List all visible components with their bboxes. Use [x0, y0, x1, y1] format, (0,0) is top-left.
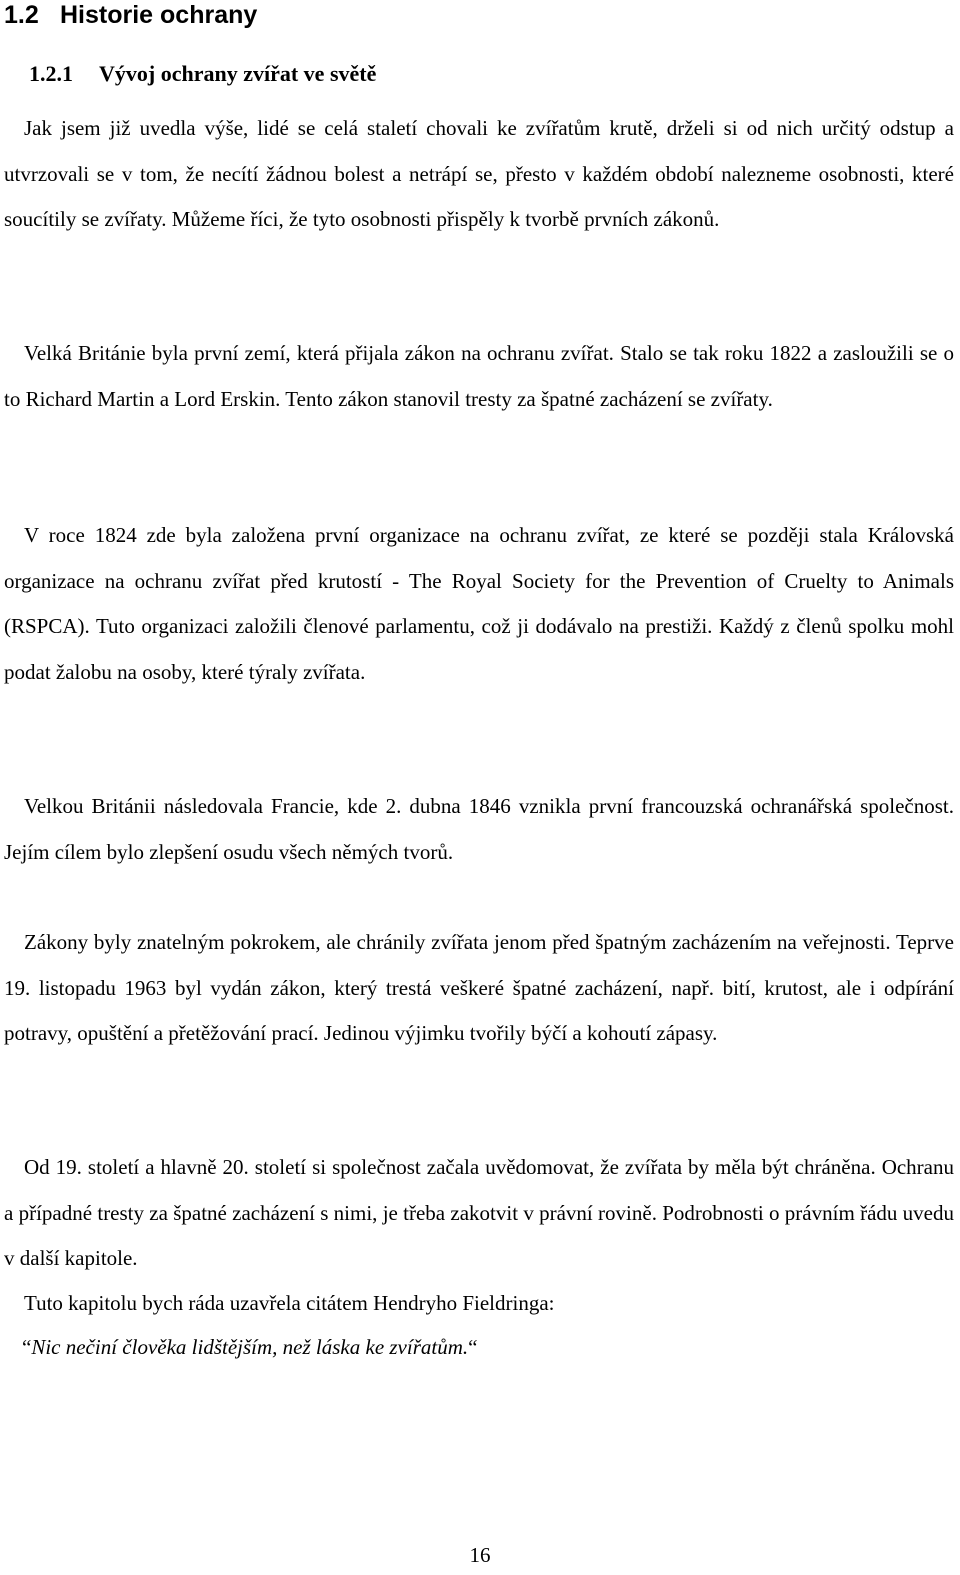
paragraph-france: Velkou Británii následovala Francie, kde 2. dubna 1846 vznikla první francouzská ochranářská společnost. Jejím cílem bylo zlepšení osudu všech němých tvorů. — [4, 794, 954, 864]
paragraph-intro: Jak jsem již uvedla výše, lidé se celá staletí chovali ke zvířatům krutě, drželi si od nich určitý odstup a utvrzovali se v tom, že necítí žádnou bolest a netrápí se, přesto v každém období nalezneme osobnosti, které soucítily se zvířaty. Můžeme říci, že tyto osobnosti přispěly k tvorbě prvních zákonů. — [4, 116, 954, 231]
section-heading — [4, 0, 257, 32]
subsection-title: Vývoj ochrany zvířat ve světě — [99, 61, 377, 86]
section-title: Historie ochrany — [60, 1, 258, 29]
paragraph-20th-century: Od 19. století a hlavně 20. století si společnost začala uvědomovat, že zvířata by měla být chráněna. Ochranu a případné tresty za špatné zacházení s nimi, je třeba zakotvit v právní rovině. Podrobnosti o právním řádu uvedu v další kapitole. — [4, 1155, 954, 1270]
paragraph-quote-intro: Tuto kapitolu bych ráda uzavřela citátem Hendryho Fieldringa: — [24, 1291, 555, 1315]
paragraph-rspca: V roce 1824 zde byla založena první organizace na ochranu zvířat, ze které se později stala Královská organizace na ochranu zvířat před krutostí - The Royal Society for the Prevention of Cruelty to Animals (RSPCA). Tuto organizaci založili členové parlamentu, což ji dodávalo na prestiži. Každý z členů spolku mohl podat žalobu na osoby, které týraly zvířata. — [4, 523, 954, 684]
subsection-number: 1.2.1 — [29, 61, 73, 86]
paragraph-britain-law: Velká Británie byla první zemí, která přijala zákon na ochranu zvířat. Stalo se tak roku 1822 a zasloužili se o to Richard Martin a Lord Erskin. Tento zákon stanovil tresty za špatné zacházení se zvířaty. — [4, 341, 954, 411]
paragraph-laws-progress: Zákony byly znatelným pokrokem, ale chránily zvířata jenom před špatným zacházením na veřejnosti. Teprve 19. listopadu 1963 byl vydán zákon, který trestá veškeré špatné zacházení, např. bití, krutost, ale i odpírání potravy, opuštění a přetěžování prací. Jedinou výjimku tvořily býčí a kohoutí zápasy. — [4, 930, 954, 1045]
quote-close-mark: “ — [468, 1335, 478, 1359]
section-number: 1.2 — [4, 1, 39, 29]
page-number: 16 — [469, 1543, 491, 1567]
quote-text: Nic nečiní člověka lidštějším, než láska ke zvířatům. — [31, 1335, 469, 1359]
quote-open-mark: “ — [22, 1335, 32, 1359]
closing-quote — [22, 1325, 477, 1370]
subsection-heading — [29, 58, 376, 90]
